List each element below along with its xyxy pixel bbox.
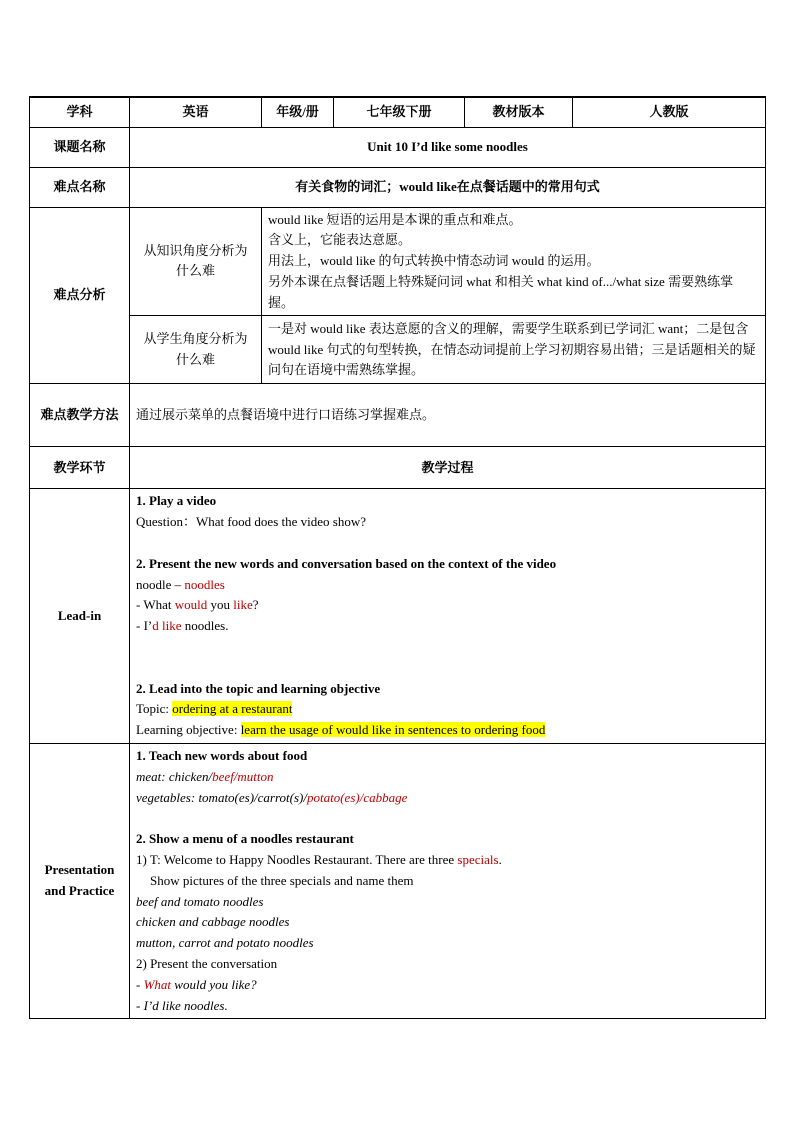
special-item: beef and tomato noodles bbox=[136, 893, 264, 909]
knowledge-line: 用法上，would like 的句式转换中情态动词 would 的运用。 bbox=[268, 253, 600, 269]
step-title: 1. Teach new words about food bbox=[136, 748, 308, 764]
objective-highlight: learn the usage of would like in sentences to ordering food bbox=[240, 722, 546, 738]
step-line: 1) T: Welcome to Happy Noodles Restaurant. There are three specials. bbox=[136, 852, 502, 868]
process-stage-header: 教学环节 bbox=[30, 447, 130, 489]
difficulty-label: 难点名称 bbox=[30, 167, 130, 207]
special-item: mutton, carrot and potato noodles bbox=[136, 935, 314, 951]
lead-in-label: Lead-in bbox=[30, 489, 130, 744]
step-line: Question：What food does the video show? bbox=[136, 514, 366, 530]
step-line: Show pictures of the three specials and name them bbox=[150, 872, 414, 888]
lesson-title: Unit 10 I’d like some noodles bbox=[130, 127, 766, 167]
subject-label: 学科 bbox=[30, 97, 130, 127]
step-title: 2. Show a menu of a noodles restaurant bbox=[136, 831, 354, 847]
lesson-plan-table bbox=[29, 96, 766, 1019]
knowledge-angle-label: 从知识角度分析为什么难 bbox=[130, 207, 262, 316]
header-row bbox=[30, 97, 766, 127]
method-label: 难点教学方法 bbox=[30, 384, 130, 447]
student-angle-label: 从学生角度分析为什么难 bbox=[130, 316, 262, 384]
step-line: 2) Present the conversation bbox=[136, 956, 278, 972]
step-title: 2. Present the new words and conversation based on the context of the video bbox=[136, 555, 557, 571]
step-line: - I’d like noodles. bbox=[136, 618, 229, 634]
step-line: meat: chicken/beef/mutton bbox=[136, 768, 274, 784]
topic-highlight: ordering at a restaurant bbox=[172, 701, 293, 717]
grade-label: 年级/册 bbox=[262, 97, 334, 127]
presentation-label: Presentation and Practice bbox=[30, 744, 130, 1019]
grade-value: 七年级下册 bbox=[334, 97, 465, 127]
conversation-line: - I’d like noodles. bbox=[136, 997, 228, 1013]
lead-in-content bbox=[130, 489, 766, 744]
step-line: Learning objective: learn the usage of would like in sentences to ordering food bbox=[136, 722, 546, 738]
step-line: noodle – noodles bbox=[136, 576, 225, 592]
subject-value: 英语 bbox=[130, 97, 262, 127]
difficulty-row bbox=[30, 167, 766, 207]
lead-in-row bbox=[30, 489, 766, 744]
student-angle-text: 一是对 would like 表达意愿的含义的理解，需要学生联系到已学词汇 want；二是包含 would like 句式的句型转换，在情态动词提前上学习初期容易出错；三是话题相关的疑问句在语境中需熟练掌握。 bbox=[262, 316, 766, 384]
lesson-row bbox=[30, 127, 766, 167]
knowledge-angle-text bbox=[262, 207, 766, 316]
presentation-content bbox=[130, 744, 766, 1019]
step-line: Topic: ordering at a restaurant bbox=[136, 701, 293, 717]
knowledge-line: would like 短语的运用是本课的重点和难点。 bbox=[268, 211, 522, 227]
method-value: 通过展示菜单的点餐语境中进行口语练习掌握难点。 bbox=[130, 384, 766, 447]
analysis-label: 难点分析 bbox=[30, 207, 130, 384]
knowledge-line: 另外本课在点餐话题上特殊疑问词 what 和相关 what kind of.../what size 需要熟练掌握。 bbox=[268, 273, 734, 310]
lesson-plan-page bbox=[29, 96, 765, 1019]
difficulty-value: 有关食物的词汇；would like在点餐话题中的常用句式 bbox=[130, 167, 766, 207]
analysis-knowledge-row bbox=[30, 207, 766, 316]
step-line: vegetables: tomato(es)/carrot(s)/potato(es)/cabbage bbox=[136, 789, 408, 805]
step-title: 2. Lead into the topic and learning objective bbox=[136, 680, 381, 696]
lesson-label: 课题名称 bbox=[30, 127, 130, 167]
analysis-student-row bbox=[30, 316, 766, 384]
process-content-header: 教学过程 bbox=[130, 447, 766, 489]
step-line: - What would you like? bbox=[136, 597, 259, 613]
knowledge-line: 含义上，它能表达意愿。 bbox=[268, 232, 412, 248]
process-header-row bbox=[30, 447, 766, 489]
presentation-row bbox=[30, 744, 766, 1019]
method-row bbox=[30, 384, 766, 447]
conversation-line: - What would you like? bbox=[136, 976, 257, 992]
step-title: 1. Play a video bbox=[136, 493, 217, 509]
special-item: chicken and cabbage noodles bbox=[136, 914, 290, 930]
edition-label: 教材版本 bbox=[465, 97, 573, 127]
edition-value: 人教版 bbox=[573, 97, 766, 127]
